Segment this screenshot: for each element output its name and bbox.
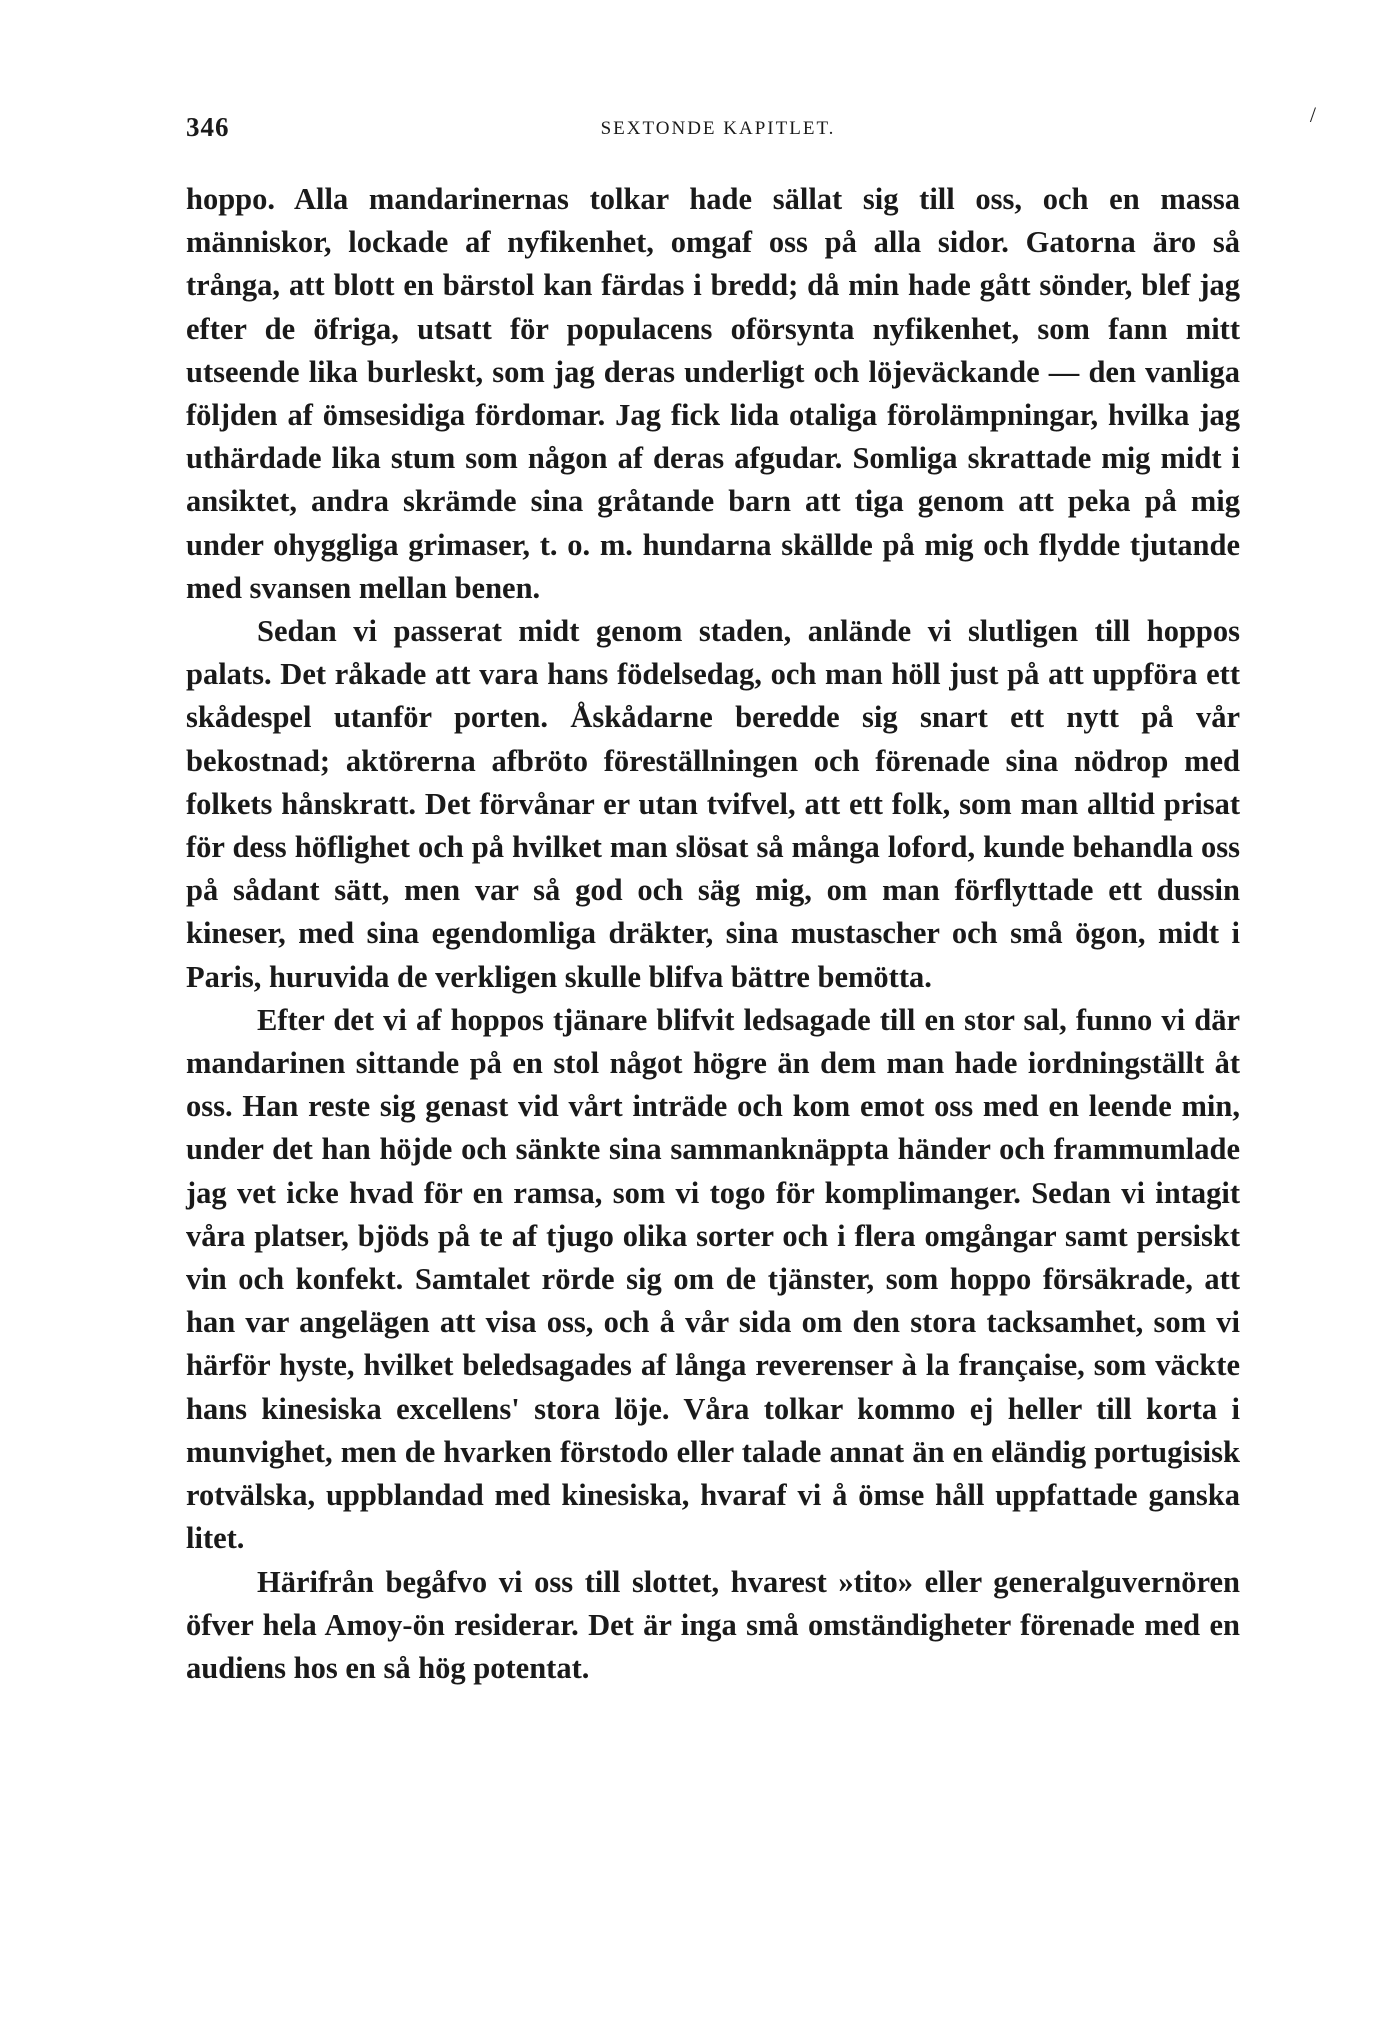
paragraph: Härifrån begåfvo vi oss till slottet, hvarest »tito» eller generalguvernören öfver hela Amoy-ön residerar. Det är inga små omständigheter förenade med en audiens hos en så hög potentat. [186, 1564, 1240, 1685]
running-head [186, 102, 1316, 156]
paragraph: Efter det vi af hoppos tjänare blifvit ledsagade till en stor sal, funno vi där mandarinen sittande på en stol något högre än dem man hade iordningställt åt oss. Han reste sig genast vid vårt inträde och kom emot oss med en leende min, under det han höjde och sänkte sina sammanknäppta händer och frammumlade jag vet icke hvad för en ramsa, som vi togo för komplimanger. Sedan vi intagit våra platser, bjöds på te af tjugo olika sorter och i flera omgångar samt persiskt vin och konfekt. Samtalet rörde sig om de tjänster, som hoppo försäkrade, att han var angelägen att visa oss, och å vår sida om den stora tacksamhet, som vi härför hyste, hvilket beledsagades af långa reverenser à la française, som väckte hans kinesiska excellens' stora löje. Våra tolkar kommo ej heller till korta i munvighet, men de hvarken förstodo eller talade annat än en eländig portugisisk rotvälska, uppblandad med kinesiska, hvaraf vi å ömse håll uppfattade ganska litet. [186, 1002, 1240, 1556]
stray-mark: / [1309, 102, 1316, 127]
paragraph: Sedan vi passerat midt genom staden, anlände vi slutligen till hoppos palats. Det råkade att vara hans födelsedag, och man höll just på att uppföra ett skådespel utanför porten. Åskådarne beredde sig snart ett nytt på vår bekostnad; aktörerna afbröto föreställningen och förenade sina nödrop med folkets hånskratt. Det förvånar er utan tvifvel, att ett folk, som man alltid prisat för dess höflighet och på hvilket man slösat så många loford, kunde behandla oss på sådant sätt, men var så god och säg mig, om man förflyttade ett dussin kineser, med sina egendomliga dräkter, sina mustascher och små ögon, midt i Paris, huruvida de verkligen skulle blifva bättre bemötta. [186, 614, 1240, 994]
paragraph-continuation: hoppo. Alla mandarinernas tolkar hade sällat sig till oss, och en massa människor, lockade af nyfikenhet, omgaf oss på alla sidor. Gatorna äro så trånga, att blott en bärstol kan färdas i bredd; då min hade gått sönder, blef jag efter de öfriga, utsatt för populacens oförsynta nyfikenhet, som fann mitt utseende lika burleskt, som jag deras underligt och löjeväckande — den vanliga följden af ömsesidiga fördomar. Jag fick lida otaliga förolämpningar, hvilka jag uthärdade lika stum som någon af deras afgudar. Somliga skrattade mig midt i ansiktet, andra skrämde sina gråtande barn att tiga genom att peka på mig under ohyggliga grimaser, t. o. m. hundarna skällde på mig och flydde tjutande med svansen mellan benen. [186, 182, 1240, 605]
chapter-title: SEXTONDE KAPITLET. [600, 118, 836, 139]
page-number: 346 [186, 112, 230, 142]
body-text [186, 178, 1240, 1690]
book-page [186, 102, 1316, 1690]
